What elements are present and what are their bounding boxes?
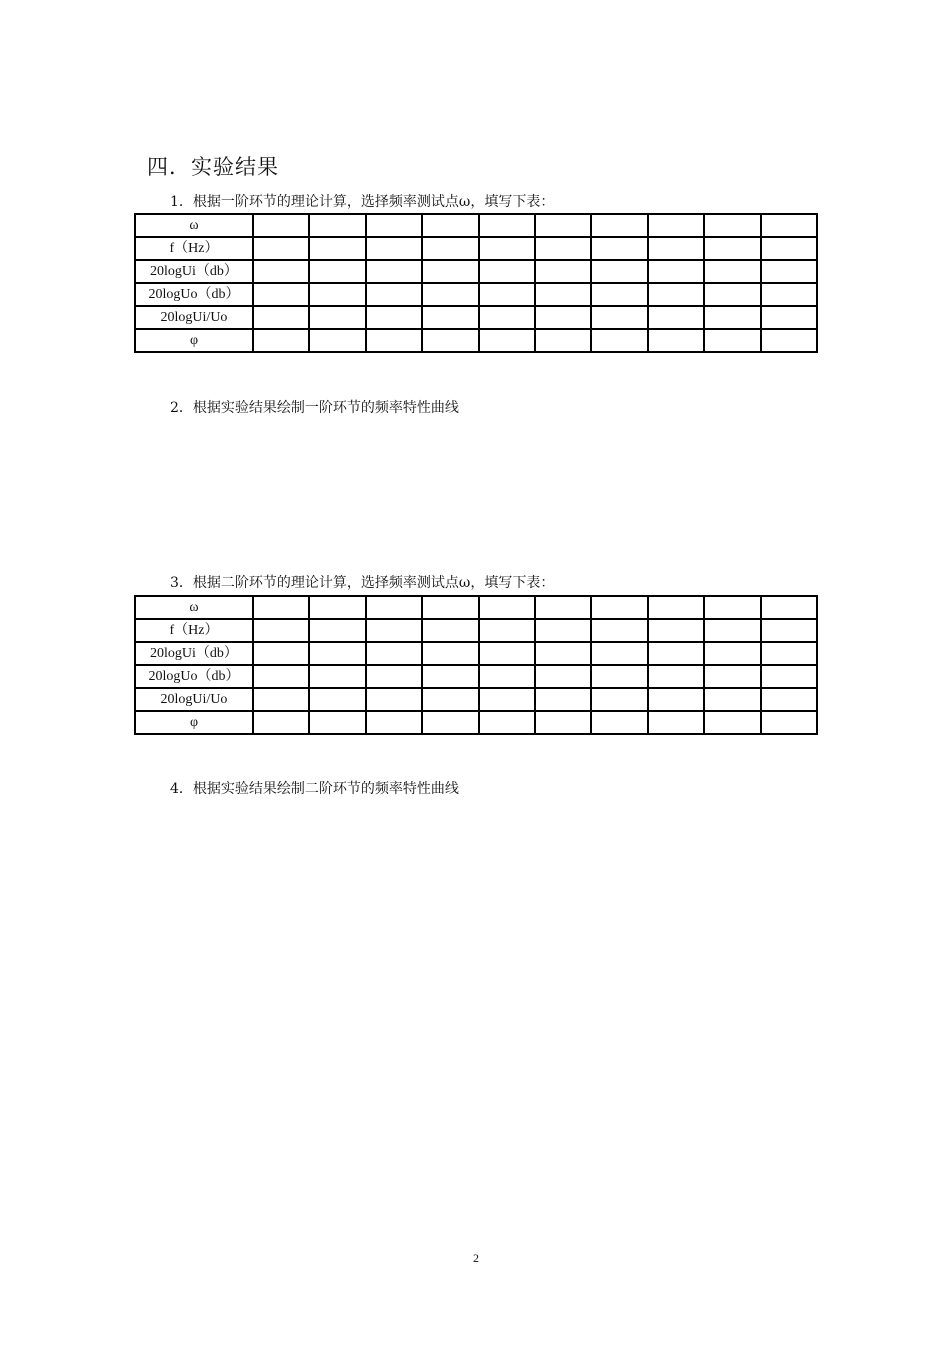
- table-cell[interactable]: [366, 260, 422, 283]
- table-cell[interactable]: [422, 283, 478, 306]
- table-cell[interactable]: [479, 214, 535, 237]
- row-label-gain-ratio: 20logUi/Uo: [135, 306, 253, 329]
- table-cell[interactable]: [253, 260, 309, 283]
- table-cell[interactable]: [309, 711, 365, 734]
- table-cell[interactable]: [422, 642, 478, 665]
- table-cell[interactable]: [761, 283, 817, 306]
- table-cell[interactable]: [479, 665, 535, 688]
- table-cell[interactable]: [591, 711, 647, 734]
- table-cell[interactable]: [253, 665, 309, 688]
- table-cell[interactable]: [761, 619, 817, 642]
- row-label-omega: ω: [135, 596, 253, 619]
- table-cell[interactable]: [761, 688, 817, 711]
- table-cell[interactable]: [648, 688, 704, 711]
- table-row: [135, 329, 817, 352]
- table-cell[interactable]: [479, 306, 535, 329]
- table-cell[interactable]: [535, 260, 591, 283]
- table-cell[interactable]: [704, 214, 760, 237]
- table-cell[interactable]: [704, 237, 760, 260]
- table-cell[interactable]: [591, 260, 647, 283]
- table-cell[interactable]: [591, 688, 647, 711]
- table-cell[interactable]: [591, 329, 647, 352]
- table-cell[interactable]: [704, 665, 760, 688]
- table-cell[interactable]: [366, 283, 422, 306]
- table-cell[interactable]: [309, 329, 365, 352]
- table-cell[interactable]: [309, 237, 365, 260]
- table-cell[interactable]: [648, 283, 704, 306]
- table-cell[interactable]: [479, 329, 535, 352]
- table-row: [135, 665, 817, 688]
- table-cell[interactable]: [704, 260, 760, 283]
- table-cell[interactable]: [761, 711, 817, 734]
- table-row: [135, 688, 817, 711]
- table-cell[interactable]: [253, 283, 309, 306]
- table-cell[interactable]: [309, 619, 365, 642]
- table-cell[interactable]: [648, 596, 704, 619]
- table-cell[interactable]: [648, 260, 704, 283]
- table-cell[interactable]: [366, 329, 422, 352]
- table-cell[interactable]: [309, 642, 365, 665]
- table-row: [135, 283, 817, 306]
- table-cell[interactable]: [253, 619, 309, 642]
- table-cell[interactable]: [422, 237, 478, 260]
- table-cell[interactable]: [591, 306, 647, 329]
- table-cell[interactable]: [309, 283, 365, 306]
- table-row: [135, 642, 817, 665]
- table-cell[interactable]: [479, 237, 535, 260]
- item-3-text: 3．根据二阶环节的理论计算，选择频率测试点ω，填写下表：: [170, 575, 555, 591]
- table-cell[interactable]: [648, 306, 704, 329]
- table-cell[interactable]: [366, 214, 422, 237]
- table-cell[interactable]: [648, 711, 704, 734]
- table-cell[interactable]: [309, 214, 365, 237]
- table-cell[interactable]: [704, 642, 760, 665]
- table-cell[interactable]: [761, 642, 817, 665]
- table-cell[interactable]: [704, 283, 760, 306]
- row-label-output-db: 20logUo（db）: [135, 283, 253, 306]
- table-cell[interactable]: [761, 214, 817, 237]
- table-cell[interactable]: [479, 596, 535, 619]
- table-cell[interactable]: [366, 306, 422, 329]
- row-label-frequency: f（Hz）: [135, 619, 253, 642]
- row-label-output-db: 20logUo（db）: [135, 665, 253, 688]
- table-cell[interactable]: [648, 214, 704, 237]
- table-cell[interactable]: [704, 688, 760, 711]
- table-cell[interactable]: [591, 214, 647, 237]
- table-cell[interactable]: [366, 596, 422, 619]
- table-cell[interactable]: [422, 596, 478, 619]
- table-row: [135, 237, 817, 260]
- table-row: [135, 260, 817, 283]
- table-cell[interactable]: [535, 619, 591, 642]
- row-label-input-db: 20logUi（db）: [135, 642, 253, 665]
- table-cell[interactable]: [479, 642, 535, 665]
- table-cell[interactable]: [253, 237, 309, 260]
- table-cell[interactable]: [253, 306, 309, 329]
- table-cell[interactable]: [366, 665, 422, 688]
- table-cell[interactable]: [535, 237, 591, 260]
- table-cell[interactable]: [366, 237, 422, 260]
- table-cell[interactable]: [591, 596, 647, 619]
- row-label-input-db: 20logUi（db）: [135, 260, 253, 283]
- table-cell[interactable]: [366, 642, 422, 665]
- table-cell[interactable]: [535, 665, 591, 688]
- table-cell[interactable]: [648, 665, 704, 688]
- row-label-gain-ratio: 20logUi/Uo: [135, 688, 253, 711]
- table-cell[interactable]: [253, 711, 309, 734]
- table-row: [135, 214, 817, 237]
- table-cell[interactable]: [479, 283, 535, 306]
- table-cell[interactable]: [761, 237, 817, 260]
- table-cell[interactable]: [535, 283, 591, 306]
- table-cell[interactable]: [535, 688, 591, 711]
- table-cell[interactable]: [761, 596, 817, 619]
- table-cell[interactable]: [422, 329, 478, 352]
- table-cell[interactable]: [591, 619, 647, 642]
- table-cell[interactable]: [648, 329, 704, 352]
- table-cell[interactable]: [591, 665, 647, 688]
- table-cell[interactable]: [704, 329, 760, 352]
- item-4-text: 4．根据实验结果绘制二阶环节的频率特性曲线: [170, 781, 459, 797]
- table-cell[interactable]: [479, 260, 535, 283]
- table-cell[interactable]: [479, 619, 535, 642]
- table-cell[interactable]: [535, 711, 591, 734]
- table-cell[interactable]: [309, 306, 365, 329]
- row-label-phase: φ: [135, 711, 253, 734]
- table-cell[interactable]: [422, 214, 478, 237]
- table-cell[interactable]: [648, 237, 704, 260]
- table-row: [135, 619, 817, 642]
- table-row: [135, 596, 817, 619]
- table-cell[interactable]: [253, 329, 309, 352]
- table-cell[interactable]: [253, 214, 309, 237]
- table-cell[interactable]: [422, 260, 478, 283]
- table-cell[interactable]: [366, 619, 422, 642]
- table-cell[interactable]: [535, 329, 591, 352]
- table-cell[interactable]: [479, 711, 535, 734]
- item-1-text: 1．根据一阶环节的理论计算，选择频率测试点ω，填写下表：: [170, 194, 555, 210]
- table-cell[interactable]: [366, 688, 422, 711]
- page-number: 2: [473, 1251, 479, 1265]
- first-order-table: [134, 213, 818, 353]
- table-row: [135, 711, 817, 734]
- table-cell[interactable]: [535, 642, 591, 665]
- table-cell[interactable]: [704, 306, 760, 329]
- table-cell[interactable]: [591, 237, 647, 260]
- table-cell[interactable]: [761, 306, 817, 329]
- table-cell[interactable]: [422, 619, 478, 642]
- table-cell[interactable]: [309, 596, 365, 619]
- table-cell[interactable]: [422, 711, 478, 734]
- section-heading: 四．实验结果: [147, 155, 279, 179]
- second-order-table: [134, 595, 818, 735]
- table-cell[interactable]: [309, 688, 365, 711]
- table-cell[interactable]: [253, 596, 309, 619]
- table-cell[interactable]: [761, 665, 817, 688]
- item-2-text: 2．根据实验结果绘制一阶环节的频率特性曲线: [170, 400, 459, 416]
- table-cell[interactable]: [253, 642, 309, 665]
- table-cell[interactable]: [535, 214, 591, 237]
- table-cell[interactable]: [535, 596, 591, 619]
- table-cell[interactable]: [422, 688, 478, 711]
- table-cell[interactable]: [704, 596, 760, 619]
- table-cell[interactable]: [479, 688, 535, 711]
- table-cell[interactable]: [253, 688, 309, 711]
- table-cell[interactable]: [309, 665, 365, 688]
- table-cell[interactable]: [761, 329, 817, 352]
- row-label-omega: ω: [135, 214, 253, 237]
- table-cell[interactable]: [422, 306, 478, 329]
- table-cell[interactable]: [761, 260, 817, 283]
- table-cell[interactable]: [704, 711, 760, 734]
- table-cell[interactable]: [591, 642, 647, 665]
- table-cell[interactable]: [648, 642, 704, 665]
- table-cell[interactable]: [648, 619, 704, 642]
- row-label-frequency: f（Hz）: [135, 237, 253, 260]
- table-cell[interactable]: [535, 306, 591, 329]
- table-cell[interactable]: [422, 665, 478, 688]
- table-cell[interactable]: [366, 711, 422, 734]
- table-row: [135, 306, 817, 329]
- table-cell[interactable]: [309, 260, 365, 283]
- row-label-phase: φ: [135, 329, 253, 352]
- table-cell[interactable]: [704, 619, 760, 642]
- table-cell[interactable]: [591, 283, 647, 306]
